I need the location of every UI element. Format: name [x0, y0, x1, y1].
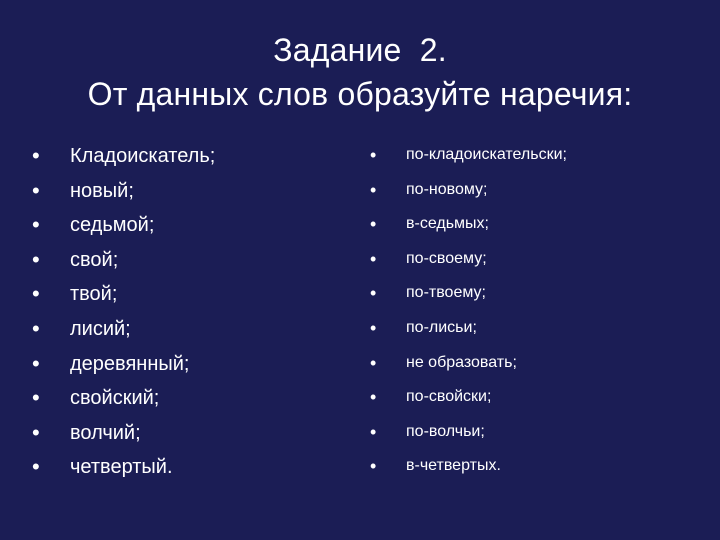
bullet-icon: • — [370, 214, 377, 235]
bullet-icon: • — [370, 456, 377, 477]
adverb-item-text: по-кладоискательски; — [406, 146, 567, 163]
word-item — [32, 139, 215, 174]
adverb-item-text: по-твоему; — [406, 284, 486, 302]
bullet-icon: • — [32, 246, 40, 272]
adverb-item — [368, 449, 567, 484]
bullet-icon: • — [370, 317, 377, 338]
adverbs-list — [368, 138, 567, 484]
bullet-icon: • — [370, 248, 377, 269]
adverb-item — [368, 415, 567, 450]
word-item — [32, 277, 215, 312]
bullet-icon: • — [32, 419, 40, 445]
adverb-item-text: по-своему; — [406, 249, 487, 267]
words-list — [32, 139, 215, 485]
word-item-text: седьмой; — [70, 214, 155, 237]
word-item-text: четвертый. — [70, 456, 173, 479]
adverb-item — [368, 207, 567, 242]
word-item-text: твой; — [70, 283, 118, 306]
word-item — [32, 208, 215, 243]
bullet-icon: • — [370, 145, 377, 165]
bullet-icon: • — [32, 454, 40, 480]
title-line-1: Задание 2. — [273, 32, 447, 68]
bullet-icon: • — [32, 143, 40, 168]
title-line-2: От данных слов образуйте наречия: — [87, 76, 633, 112]
adverb-item-text: по-лисьи; — [406, 318, 477, 336]
word-item — [32, 312, 215, 347]
word-item-text: лисий; — [70, 317, 131, 340]
slide-title — [0, 28, 720, 116]
adverb-item — [368, 276, 567, 311]
word-item-text: свой; — [70, 248, 119, 271]
word-item — [32, 381, 215, 416]
word-item-text: деревянный; — [70, 352, 190, 375]
adverb-item-text: по-волчьи; — [406, 422, 485, 440]
bullet-icon: • — [32, 350, 40, 376]
word-item-text: Кладоискатель; — [70, 145, 216, 167]
adverb-item-text: по-новому; — [406, 180, 488, 198]
word-item-text: волчий; — [70, 421, 141, 444]
bullet-icon: • — [32, 315, 40, 341]
bullet-icon: • — [32, 212, 40, 238]
word-item — [32, 174, 215, 209]
adverb-item-text: в-четвертых. — [406, 457, 501, 475]
bullet-icon: • — [370, 179, 377, 200]
adverb-item — [368, 242, 567, 277]
bullet-icon: • — [370, 421, 377, 442]
bullet-icon: • — [32, 281, 40, 307]
word-item — [32, 243, 215, 278]
word-item-text: новый; — [70, 179, 134, 202]
adverb-item — [368, 311, 567, 346]
word-item — [32, 347, 215, 382]
bullet-icon: • — [370, 387, 377, 408]
adverb-item-text: по-свойски; — [406, 388, 492, 406]
word-item — [32, 416, 215, 451]
adverb-item — [368, 173, 567, 208]
adverb-item — [368, 380, 567, 415]
adverb-item-text: не образовать; — [406, 353, 517, 371]
bullet-icon: • — [370, 283, 377, 304]
adverb-item — [368, 138, 567, 173]
bullet-icon: • — [32, 385, 40, 411]
word-item-text: свойский; — [70, 387, 160, 410]
adverb-item-text: в-седьмых; — [406, 215, 489, 233]
bullet-icon: • — [32, 177, 40, 203]
adverb-item — [368, 346, 567, 381]
word-item — [32, 450, 215, 485]
bullet-icon: • — [370, 352, 377, 373]
